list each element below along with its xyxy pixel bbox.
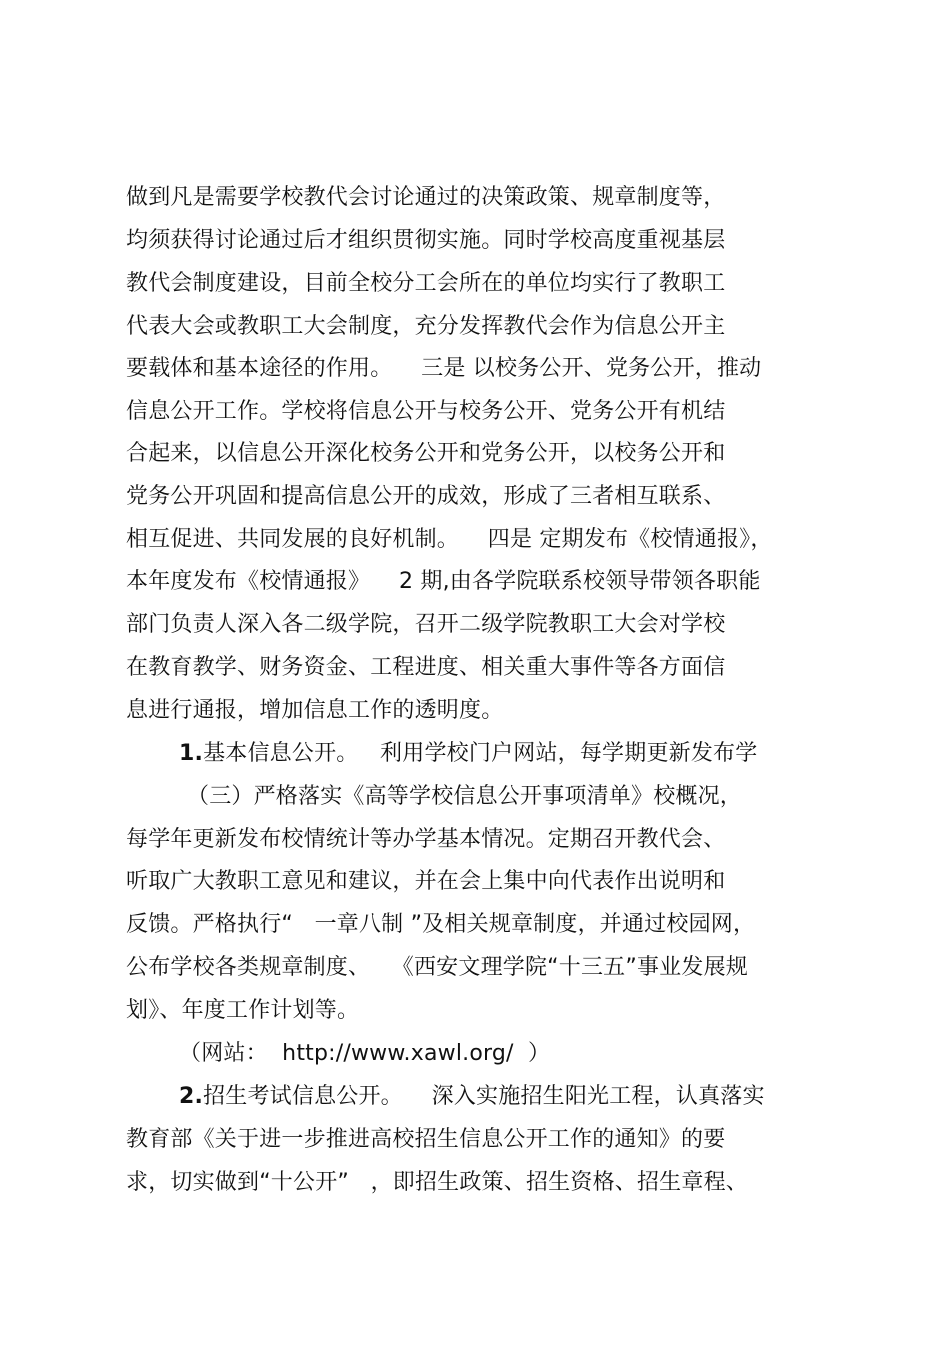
text-line: 本年度发布《校情通报》 2 期,由各学院联系校领导带领各职能 <box>126 569 761 594</box>
text-line: 在教育教学、财务资金、工程进度、相关重大事件等各方面信 <box>126 655 726 680</box>
item-2-number: 2. <box>179 1084 204 1109</box>
text-line: 每学年更新发布校情统计等办学基本情况。定期召开教代会、 <box>126 827 726 852</box>
text-line: 做到凡是需要学校教代会讨论通过的决策政策、规章制度等， <box>126 185 726 210</box>
text-line: 要载体和基本途径的作用。 三是 以校务公开、党务公开，推动 <box>126 356 762 381</box>
item-1-line <box>179 739 757 769</box>
text-line: 相互促进、共同发展的良好机制。 四是 定期发布《校情通报》， <box>126 527 773 552</box>
text-line: 划》、年度工作计划等。 <box>126 998 360 1023</box>
website-line: （网站： http://www.xawl.org/ ） <box>179 1041 551 1066</box>
text-line: 听取广大教职工意见和建议，并在会上集中向代表作出说明和 <box>126 869 726 894</box>
text-line: 代表大会或教职工大会制度，充分发挥教代会作为信息公开主 <box>126 314 726 339</box>
text-line: 信息公开工作。学校将信息公开与校务公开、党务公开有机结 <box>126 399 726 424</box>
text-line: 教代会制度建设，目前全校分工会所在的单位均实行了教职工 <box>126 271 726 296</box>
text-line: 部门负责人深入各二级学院，召开二级学院教职工大会对学校 <box>126 612 726 637</box>
item-2-line <box>179 1082 765 1112</box>
text-line: 教育部《关于进一步推进高校招生信息公开工作的通知》的要 <box>126 1127 726 1152</box>
item-1-number: 1. <box>179 741 204 766</box>
section-3-line: （三）严格落实《高等学校信息公开事项清单》校概况， <box>187 784 743 809</box>
text-line: 均须获得讨论通过后才组织贯彻实施。同时学校高度重视基层 <box>126 228 726 253</box>
text-line: 反馈。严格执行“ 一章八制 ”及相关规章制度，并通过校园网， <box>126 912 756 937</box>
item-2-text: 招生考试信息公开。 深入实施招生阳光工程，认真落实 <box>203 1084 765 1109</box>
text-line: 息进行通报，增加信息工作的透明度。 <box>126 698 504 723</box>
item-1-text: 基本信息公开。 利用学校门户网站，每学期更新发布学 <box>203 741 758 766</box>
text-line: 求，切实做到“十公开” ，即招生政策、招生资格、招生章程、 <box>126 1170 748 1195</box>
text-line: 公布学校各类规章制度、 《西安文理学院“十三五”事业发展规 <box>126 955 748 980</box>
text-line: 党务公开巩固和提高信息公开的成效，形成了三者相互联系、 <box>126 484 726 509</box>
text-line: 合起来，以信息公开深化校务公开和党务公开，以校务公开和 <box>126 441 726 466</box>
